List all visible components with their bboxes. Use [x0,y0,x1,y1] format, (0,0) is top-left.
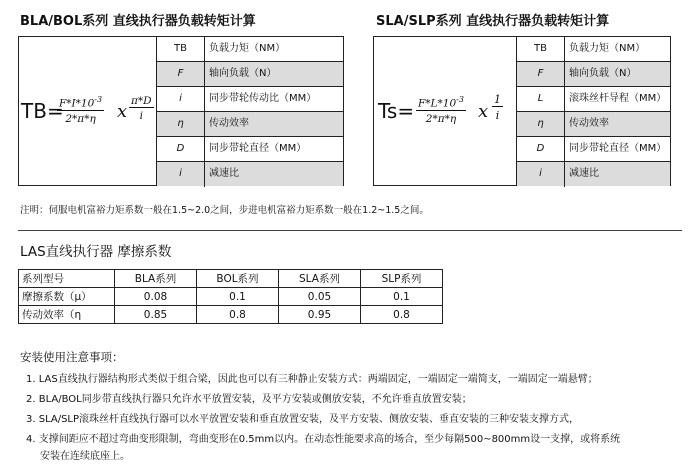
left-fraction-1-denominator: 2*π*η [65,112,96,125]
friction-header-cell: BOL系列 [197,270,279,288]
left-symbol-cell: D [157,137,205,162]
left-fraction-2 [129,95,154,122]
installation-item: 4. 支撑间距应不超过弯曲变形限制，弯曲变形在0.5mm以内。在动态性能要求高的场合，至少每隔500~800mm设一支撑，或将系统 [26,434,621,445]
left-fraction-1 [57,95,104,125]
left-description-cell: 负载力矩（NM） [205,37,343,62]
friction-cell: 传动效率（η [19,306,115,324]
left-table-row [157,162,343,186]
left-description-cell: 减速比 [209,168,239,179]
friction-title: LAS直线执行器 摩擦系数 [20,244,172,260]
right-table-row [517,162,670,186]
right-symbol-cell: L [517,87,565,112]
friction-row-efficiency [19,306,443,324]
installation-title: 安装使用注意事项： [20,350,124,364]
right-fraction-2-denominator: i [495,109,500,122]
right-fraction-1 [416,95,466,125]
right-symbol-cell: F [517,62,565,87]
left-table-row [157,112,343,136]
installation-item: 2. BLA/BOL同步带直线执行器只允许水平放置安装，及平方安装或侧放安装，不允许垂直放置安装； [26,394,472,405]
left-symbol-cell: i [157,162,205,187]
left-fraction-2-numerator: π*D [131,95,152,107]
right-fraction-1-num-text: F*L*10 [418,97,457,110]
left-description-cell: 同步带轮直径（MM） [205,137,343,162]
right-description-cell: 滚珠丝杆导程（MM） [565,87,670,112]
left-panel-title: BLA/BOL系列 直线执行器负载转矩计算 [20,14,256,29]
friction-row-coefficient [19,288,443,306]
right-fraction-1-numerator [416,95,466,111]
left-symbol-cell: i [157,87,205,112]
left-fraction-1-numerator [57,95,104,111]
left-description-cell: 同步带轮传动比（MM） [205,87,343,112]
left-table-row [157,137,343,161]
left-formula-label: TB= [21,99,64,123]
installation-item: 安装在连续底座上。 [40,451,130,462]
section-divider [18,230,682,231]
friction-cell: 0.95 [279,306,361,324]
friction-cell: 0.85 [115,306,197,324]
friction-table [18,269,443,324]
left-formula-cell [19,37,157,185]
right-table-row [517,112,670,136]
left-fraction-1-exponent: -3 [94,95,103,104]
right-fraction-2 [492,93,503,122]
left-fraction-2-denominator: i [139,110,143,122]
right-symbol-cell: η [517,112,565,137]
installation-item: 1. LAS直线执行器结构形式类似于组合梁，因此也可以有三种静止安装方式：两端固定，一端固定一端简支，一端固定一端悬臂； [26,374,598,385]
left-table-row [157,37,343,61]
torque-note: 注明：伺服电机富裕力矩系数一般在1.5~2.0之间，步进电机富裕力矩系数一般在1.2~1.5之间。 [20,205,429,216]
friction-cell: 摩擦系数（μ） [19,288,115,306]
right-times-sign: x [478,101,489,122]
right-description-cell: 负载力矩（NM） [565,37,670,62]
friction-header-cell: SLP系列 [361,270,443,288]
right-symbol-cell: TB [517,37,565,62]
friction-header-cell: BLA系列 [115,270,197,288]
right-symbol-cell: D [517,137,565,162]
right-description-cell: 轴向负载（N） [565,62,670,87]
right-table-row [517,62,670,86]
right-description-cell: 同步带轮直径（MM） [565,137,670,162]
right-symbol-cell: i [517,162,565,187]
friction-cell: 0.8 [361,306,443,324]
right-table-row [517,137,670,161]
left-times-sign: x [117,101,128,122]
left-formula-table [18,36,344,186]
left-description-cell: 轴向负载（N） [205,62,343,87]
right-description-cell: 传动效率 [565,112,670,137]
friction-header-row [19,270,443,288]
right-fraction-1-denominator: 2*π*η [425,112,457,125]
friction-cell: 0.1 [361,288,443,306]
right-description-cell: 减速比 [569,168,599,179]
right-panel-title: SLA/SLP系列 直线执行器负载转矩计算 [376,14,610,29]
right-table-row [517,87,670,111]
left-description-cell: 传动效率 [205,112,343,137]
installation-item: 3. SLA/SLP滚珠丝杆直线执行器可以水平放置安装和垂直放置安装，及平方安装、侧放安装、垂直安装的三种安装支撑方式， [26,414,580,425]
left-table-row [157,62,343,86]
left-symbol-cell: η [157,112,205,137]
left-table-row [157,87,343,111]
right-fraction-1-exponent: -3 [456,95,464,104]
right-formula-label: Ts= [378,99,415,123]
friction-cell: 0.08 [115,288,197,306]
friction-header-cell: 系列型号 [19,270,115,288]
right-table-row [517,37,670,61]
right-formula-table [373,36,671,186]
left-symbol-cell: TB [157,37,205,62]
left-symbol-cell: F [157,62,205,87]
friction-header-cell: SLA系列 [279,270,361,288]
friction-cell: 0.05 [279,288,361,306]
left-fraction-1-num-text: F*I*10 [59,97,95,110]
friction-cell: 0.8 [197,306,279,324]
right-formula-cell [374,37,517,185]
friction-cell: 0.1 [197,288,279,306]
right-fraction-2-numerator: 1 [494,93,501,106]
